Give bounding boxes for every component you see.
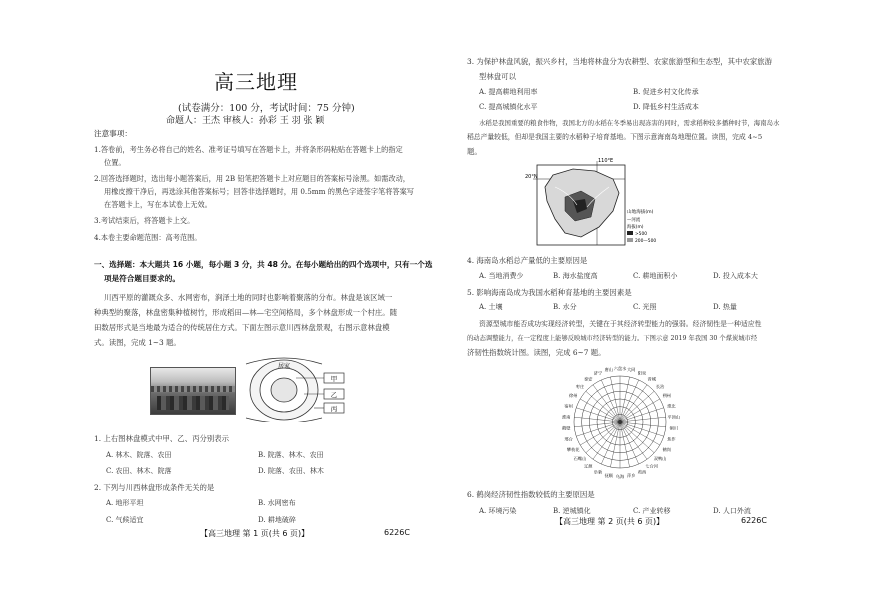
q4-option-b: B. 海水盐度高 bbox=[553, 272, 598, 280]
section-one-heading: 一、选择题：本大题共 16 小题，每小题 3 分，共 48 分。在每小题给出的四个选项中，只有一个选 bbox=[94, 260, 433, 269]
radar-label: 铜川 bbox=[669, 425, 678, 431]
radar-label: 淮南 bbox=[562, 414, 571, 420]
radar-spoke bbox=[586, 391, 620, 422]
map-latitude: 20°N bbox=[525, 174, 538, 180]
map-longitude: 110°E bbox=[598, 158, 614, 164]
radar-label: 双鸭山 bbox=[653, 456, 667, 462]
q2-option-a: A. 地形平坦 bbox=[106, 499, 144, 507]
diagram-label-yi: 乙 bbox=[330, 391, 338, 399]
note-line-5: 在答题卡上，写在本试卷上无效。 bbox=[104, 200, 212, 209]
page-2-code: 6226C bbox=[741, 516, 767, 525]
q5-option-d: D. 热量 bbox=[713, 303, 737, 311]
radar-spoke bbox=[601, 422, 620, 464]
q1-option-c: C. 农田、林木、院落 bbox=[106, 467, 172, 475]
radar-label: 邢台 bbox=[564, 436, 573, 442]
note-line-2: 位置。 bbox=[104, 158, 126, 167]
q3-option-b: B. 促进乡村文化传承 bbox=[633, 88, 699, 96]
radar-label: 六盘水 bbox=[613, 366, 627, 371]
passage2-line-2: 稻总产量较低，但却是我国主要的水稻种子培育基地。下图示意海南岛地理位置。读图，完成 4~5 bbox=[467, 133, 763, 141]
passage2-line-3: 题。 bbox=[467, 147, 482, 156]
passage3-line-2: 的动态调整能力，在一定程度上能够反映城市经济转型的能力。下图示意 2019 年我国 30 个煤炭城市经 bbox=[467, 335, 758, 342]
q1-option-a: A. 林木、院落、农田 bbox=[106, 451, 172, 459]
q2-option-d: D. 耕地破碎 bbox=[258, 516, 296, 524]
passage3-line-1: 资源型城市能否成功实现经济转型，关键在于其经济转型能力的强弱。经济韧性是一种适应性 bbox=[479, 320, 762, 328]
radar-label: 宿州 bbox=[564, 403, 573, 409]
q6-option-b: B. 逆城镇化 bbox=[553, 507, 591, 515]
radar-label: 枣庄 bbox=[575, 383, 585, 389]
radar-label: 朔州 bbox=[662, 393, 671, 398]
q6-option-d: D. 人口外流 bbox=[713, 507, 751, 515]
notes-heading: 注意事项： bbox=[94, 129, 132, 138]
radar-label: 焦作 bbox=[667, 436, 676, 442]
radar-label: 抚顺 bbox=[604, 472, 613, 478]
radar-spoke bbox=[620, 380, 639, 422]
question-2: 2. 下列与川西林盘形成条件无关的是 bbox=[94, 483, 215, 492]
radar-label: 长治 bbox=[655, 383, 665, 389]
hainan-map bbox=[525, 157, 660, 249]
diagram-center-label: 居家 bbox=[277, 363, 291, 370]
radar-label: 阜新 bbox=[593, 469, 603, 475]
linpan-landscape-photo bbox=[150, 367, 236, 415]
radar-spoke bbox=[620, 391, 654, 422]
radar-label: 攀枝花 bbox=[566, 447, 580, 452]
map-legend-river: —河流 bbox=[627, 218, 641, 223]
right-page bbox=[435, 0, 870, 615]
note-line-1: 1.答卷前，考生务必将自己的姓名、准考证号填写在答题卡上，并将条形码粘贴在答题卡上的指定 bbox=[94, 145, 403, 154]
radar-label: 辽源 bbox=[584, 463, 593, 469]
radar-label: 鹤岗 bbox=[662, 447, 671, 452]
question-3: 3. 为保护林盘风貌，振兴乡村，当地将林盘分为农耕型、农家旅游型和生态型，其中农家旅游 bbox=[467, 57, 773, 66]
radar-label: 平顶山 bbox=[667, 414, 680, 420]
section-one-heading-2: 项是符合题目要求的。 bbox=[104, 274, 180, 283]
radar-label: 鹤壁 bbox=[562, 425, 571, 431]
q6-option-a: A. 环境污染 bbox=[479, 507, 517, 515]
passage2-line-1: 水稻是我国重要的粮食作物，我国北方的水稻在冬季易出现冻害的同时，需求稻种较多播种时节，海南岛水 bbox=[479, 119, 780, 127]
map-legend-mid: 200—500 bbox=[635, 239, 657, 244]
note-line-7: 4.本卷主要命题范围：高考范围。 bbox=[94, 233, 202, 242]
q2-option-c: C. 气候适宜 bbox=[106, 516, 144, 524]
q3-option-c: C. 提高城镇化水平 bbox=[479, 103, 538, 111]
q5-option-c: C. 光照 bbox=[633, 303, 657, 311]
map-legend-high: >500 bbox=[635, 232, 648, 237]
q5-option-b: B. 水分 bbox=[553, 303, 577, 311]
linpan-model-diagram bbox=[244, 356, 364, 422]
question-6: 6. 鹤岗经济韧性指数较低的主要原因是 bbox=[467, 490, 595, 499]
radar-label: 徐州 bbox=[569, 393, 578, 398]
radar-spoke bbox=[601, 380, 620, 422]
note-line-3: 2.回答选择题时，选出每小题答案后，用 2B 铅笔把答题卡上对应题目的答案标号涂黑。如需改动， bbox=[94, 174, 410, 183]
radar-label: 泰安 bbox=[584, 376, 593, 382]
note-line-4: 用橡皮擦干净后，再选涂其他答案标号；回答非选择题时，用 0.5mm 的黑色字迹签字笔将答案写 bbox=[104, 187, 414, 196]
radar-label: 淮北 bbox=[667, 403, 676, 409]
q4-option-a: A. 当地消费少 bbox=[479, 272, 524, 280]
exam-title: 高三地理 bbox=[214, 70, 298, 94]
radar-label: 济宁 bbox=[593, 370, 603, 376]
map-legend-title: 山地海拔(m) bbox=[627, 210, 654, 215]
q5-option-a: A. 土壤 bbox=[479, 303, 503, 311]
diagram-label-jia: 甲 bbox=[330, 375, 338, 383]
radar-spoke bbox=[620, 422, 654, 453]
radar-label: 晋城 bbox=[647, 376, 656, 382]
q1-option-d: D. 院落、农田、林木 bbox=[258, 467, 324, 475]
question-4: 4. 海南岛水稻总产量低的主要原因是 bbox=[467, 256, 588, 265]
question-5: 5. 影响海南岛成为我国水稻种育基地的主要因素是 bbox=[467, 288, 632, 297]
page-1-code: 6226C bbox=[384, 528, 410, 537]
page-2-footer: 【高三地理 第 2 页(共 6 页)】 bbox=[555, 517, 665, 526]
radar-spoke bbox=[620, 422, 639, 464]
passage-line-2: 种典型的聚落，林盘密集种植树竹，形成稻田—林—宅空间格局，多个林盘形成一个村庄。随 bbox=[94, 308, 398, 317]
radar-label: 大同 bbox=[627, 367, 636, 373]
passage-line-3: 田数居形式是当地最为适合的传统居住方式。下面左图示意川西林盘景观，右图示意林盘模 bbox=[94, 323, 390, 332]
passage3-line-3: 济韧性指数统计图。读图，完成 6~7 题。 bbox=[467, 348, 606, 357]
radar-center bbox=[618, 420, 622, 424]
exam-authors: 命题人：王杰 审核人：孙彩 王 羽 张 颖 bbox=[166, 116, 325, 126]
radar-spoke bbox=[586, 422, 620, 453]
passage-line-4: 式。读图，完成 1~3 题。 bbox=[94, 338, 181, 347]
radar-label: 七台河 bbox=[645, 463, 658, 469]
radar-label: 萍乡 bbox=[627, 472, 636, 478]
exam-info: (试卷满分：100 分，考试时间：75 分钟) bbox=[178, 103, 355, 114]
q3-option-d: D. 降低乡村生活成本 bbox=[633, 103, 699, 111]
radar-label: 石嘴山 bbox=[573, 456, 587, 462]
diagram-label-bing: 丙 bbox=[330, 405, 338, 413]
q4-option-d: D. 投入成本大 bbox=[713, 272, 758, 280]
q1-option-b: B. 院落、林木、农田 bbox=[258, 451, 324, 459]
question-3-cont: 型林盘可以 bbox=[479, 72, 516, 81]
q3-option-a: A. 提高耕地利用率 bbox=[479, 88, 538, 96]
resilience-radar-chart bbox=[545, 358, 695, 484]
q2-option-b: B. 水网密布 bbox=[258, 499, 296, 507]
map-legend-elev: 海拔(m) bbox=[627, 225, 644, 230]
passage-line-1: 川西平原的灌溉众多、水网密布，涧泽土地的同时也影响着聚落的分布。林盘是该区域一 bbox=[104, 293, 393, 302]
question-1: 1. 上右图林盘模式中甲、乙、丙分别表示 bbox=[94, 434, 230, 443]
radar-label: 鸡西 bbox=[637, 469, 647, 475]
page-1-footer: 【高三地理 第 1 页(共 6 页)】 bbox=[200, 529, 310, 538]
radar-label: 乌海 bbox=[615, 474, 625, 479]
q4-option-c: C. 耕地面积小 bbox=[633, 272, 678, 280]
radar-label: 阳泉 bbox=[637, 370, 647, 376]
note-line-6: 3.考试结束后，将答题卡上交。 bbox=[94, 216, 195, 225]
radar-label: 唐山 bbox=[604, 367, 613, 373]
q6-option-c: C. 产业转移 bbox=[633, 507, 671, 515]
